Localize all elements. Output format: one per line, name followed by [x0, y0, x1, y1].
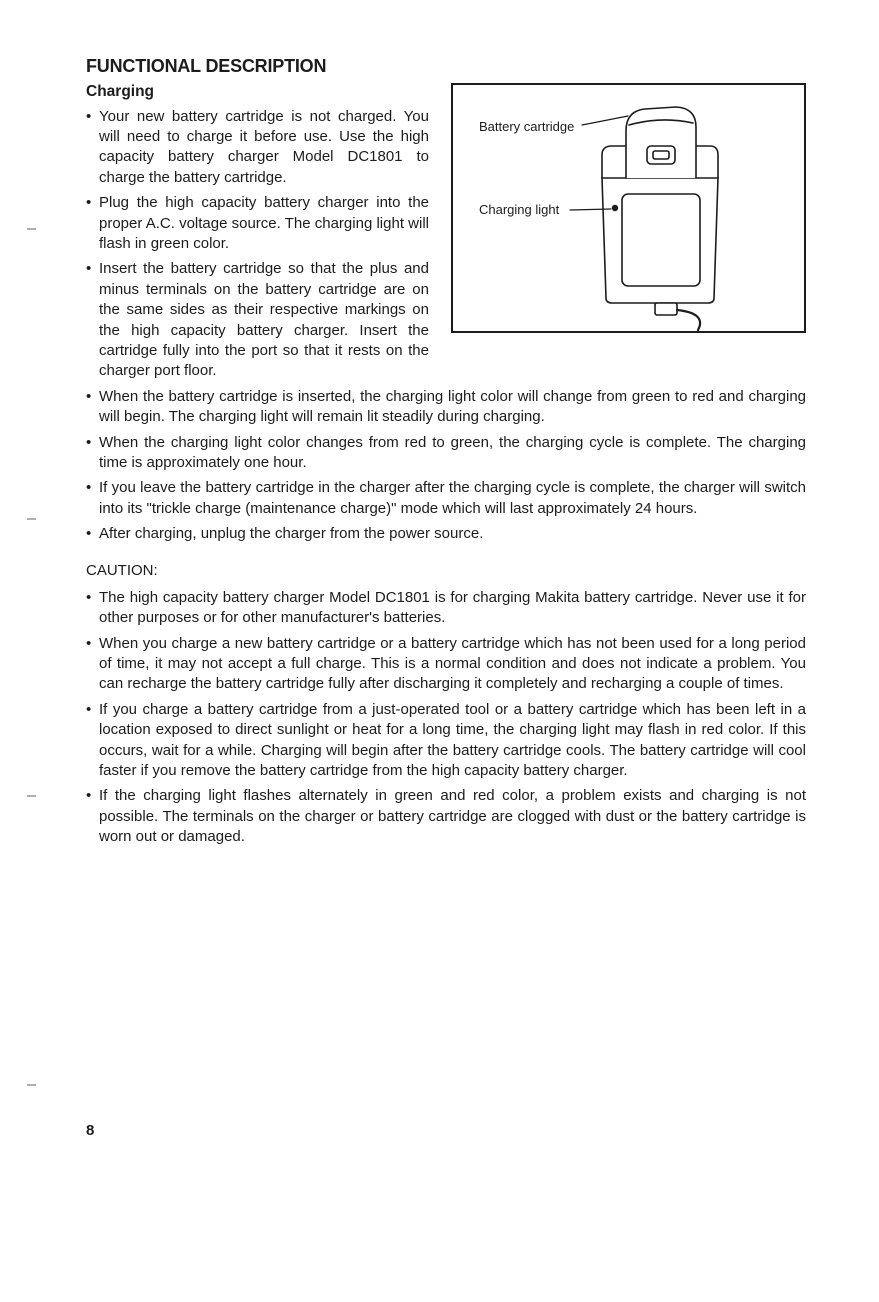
bullet-item — [86, 193, 806, 254]
figure-label-charging-light: Charging light — [479, 201, 560, 217]
bullet-text: Insert the battery cartridge so that the plus and minus terminals on the battery cartridge are on the same sides as their respective markings on the high capacity battery charger. Insert the cartridge fully into the port so that it rests on the charger port floor. — [99, 260, 429, 380]
subsection-heading: Charging — [86, 82, 155, 100]
bullet-text: After charging, unplug the charger from the power source. — [99, 525, 484, 543]
bullet-item — [86, 524, 806, 544]
scan-artifact-mark — [27, 795, 36, 797]
section-heading: FUNCTIONAL DESCRIPTION — [86, 56, 327, 76]
bullet-text: Plug the high capacity battery charger into the proper A.C. voltage source. The charging light will flash in green color. — [99, 194, 429, 253]
scan-artifact-mark — [27, 228, 36, 230]
bullet-text: If you leave the battery cartridge in the charger after the charging cycle is complete, the charger will switch into its "trickle charge (maintenance charge)" mode which will last approximately 24 hours. — [99, 479, 806, 517]
bullet-item — [86, 107, 806, 189]
bullet-text: When the charging light color changes from red to green, the charging cycle is complete. The charging time is approximately one hour. — [99, 433, 806, 471]
scan-artifact-mark — [27, 518, 36, 520]
figure-label-battery-cartridge: Battery cartridge — [479, 118, 575, 134]
bullet-text: If the charging light flashes alternately in green and red color, a problem exists and charging is not possible. The terminals on the charger or battery cartridge are clogged with dust or the battery cartridge is worn out or damaged. — [99, 787, 806, 846]
bullet-item — [86, 259, 806, 381]
bullet-item — [86, 786, 806, 847]
bullet-item — [86, 387, 806, 428]
page-number: 8 — [86, 1122, 95, 1139]
bullet-item — [86, 478, 806, 519]
bullet-item — [86, 588, 806, 629]
bullet-text: Your new battery cartridge is not charged. You will need to charge it before use. Use the high capacity battery charger Model DC1801 to charge the battery cartridge. — [99, 107, 429, 186]
bullet-item — [86, 634, 806, 695]
bullet-text: The high capacity battery charger Model DC1801 is for charging Makita battery cartridge. Never use it for other purposes or for other manufacturer's batteries. — [99, 588, 806, 627]
caution-bullet-list — [86, 588, 806, 848]
charging-bullet-list — [86, 107, 806, 545]
bullet-item — [86, 700, 806, 782]
caution-heading: CAUTION: — [86, 562, 158, 580]
scan-artifact-mark — [27, 1084, 36, 1086]
bullet-text: If you charge a battery cartridge from a just-operated tool or a battery cartridge which has been left in a location exposed to direct sunlight or heat for a long time, the charging light may flash in red color. If this occurs, wait for a while. Charging will begin after the battery cartridge cools. The battery cartridge will cool faster if you remove the battery cartridge from the high capacity battery charger. — [99, 700, 806, 779]
bullet-item — [86, 433, 806, 474]
bullet-text: When you charge a new battery cartridge or a battery cartridge which has not been used for a long period of time, it may not accept a full charge. This is a normal condition and does not indicate a problem. You can recharge the battery cartridge fully after discharging it completely and recharging a couple of times. — [99, 634, 806, 693]
bullet-text: When the battery cartridge is inserted, the charging light color will change from green to red and charging will begin. The charging light will remain lit steadily during charging. — [99, 387, 806, 426]
